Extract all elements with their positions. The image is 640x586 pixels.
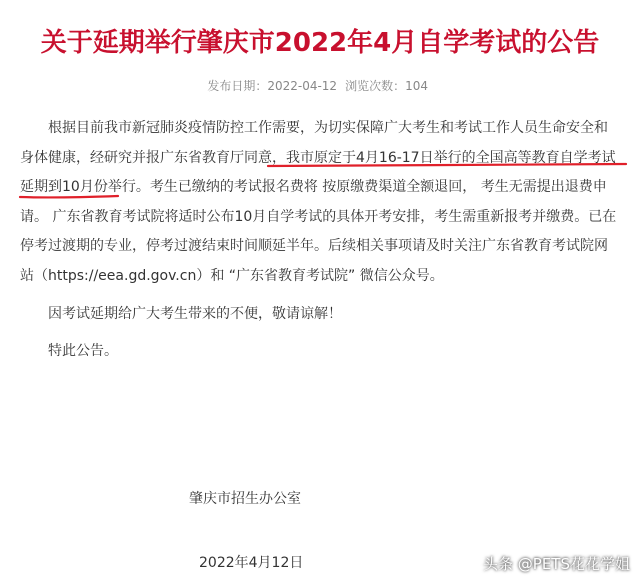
publish-date-label: 发布日期： (207, 79, 268, 93)
notice-title: 关于延期举行肇庆市2022年4月自学考试的公告 (40, 28, 600, 58)
watermark: 头条 @PETS花花学姐 (483, 555, 630, 573)
paragraph-text-before: 根据目前我市新冠肺炎疫情防控工作需要，为切实保障广大考生和考试工作人员生命安全和身体健康，经研究并报广东省教育厅同意， (20, 120, 608, 166)
view-count: 104 (405, 79, 428, 93)
body-paragraph-apology: 因考试延期给广大考生带来的不便，敬请谅解！ (48, 305, 342, 322)
body-paragraph-main (20, 114, 620, 292)
notice-body (20, 114, 620, 367)
view-count-label: 浏览次数： (345, 79, 406, 93)
publish-date: 2022-04-12 (267, 79, 338, 93)
publish-meta (207, 77, 428, 94)
highlighted-postponement-sentence: 我市原定于4月16-17日举行的全国高等教育自学考试延期到10月份举行。 (20, 149, 616, 196)
issuer-signature: 肇庆市招生办公室 (189, 491, 301, 507)
body-paragraph-closing: 特此公告。 (48, 343, 118, 360)
notice-date: 2022年4月12日 (199, 555, 304, 571)
paragraph-text-after: 考生已缴纳的考试报名费将 按原缴费渠道全额退回， 考生无需提出退费申请。 广东省教育考试院将适时公布10月自学考试的具体开考安排，考生需重新报考并缴费。已在停考过渡期的专业，停考过渡结束时间顺延半年。后续相关事项请及时关注广东省教育考试院网站（https://eea.gd.gov.cn）和 “广东省教育考试院” 微信公众号。 (20, 179, 617, 284)
